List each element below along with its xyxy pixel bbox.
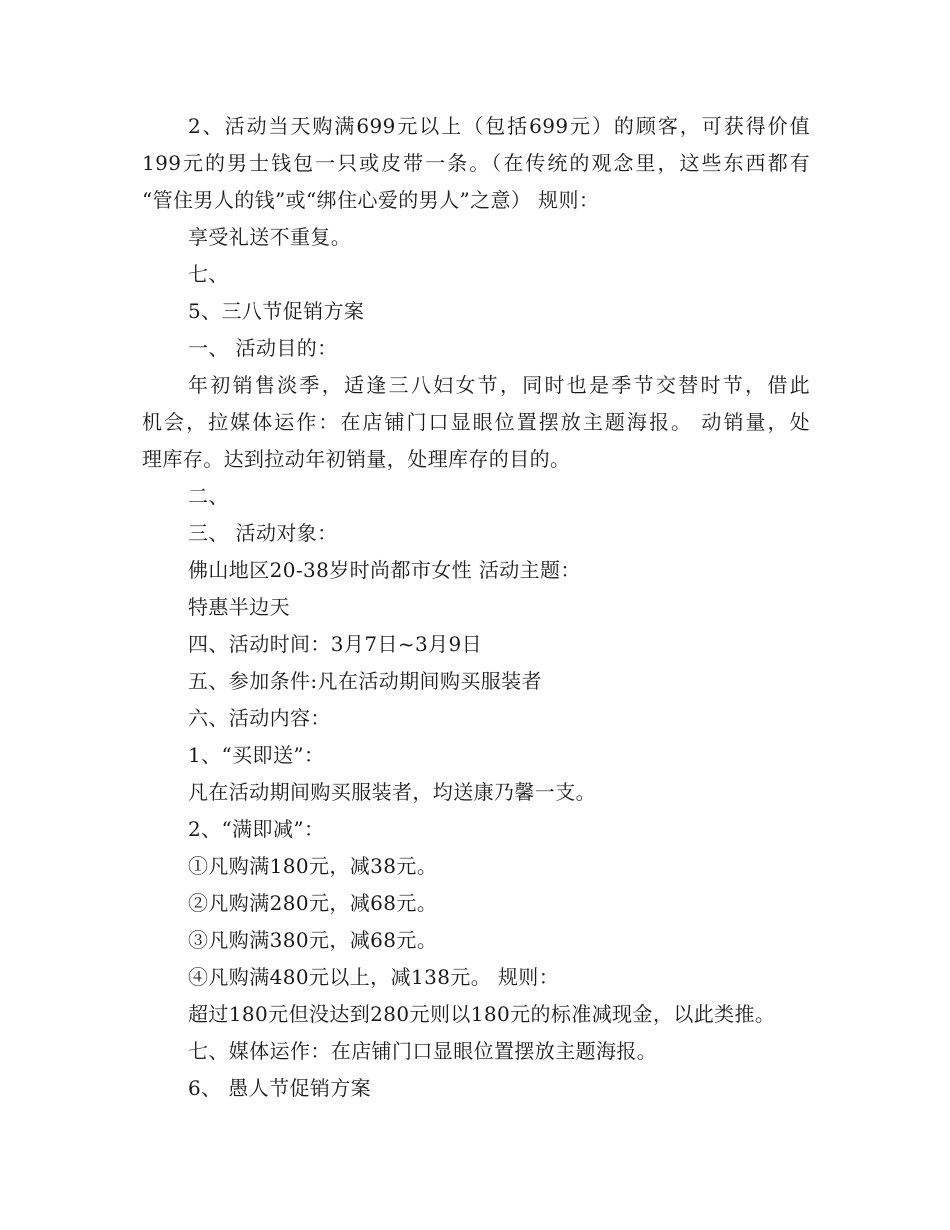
- section-heading: 五、参加条件:凡在活动期间购买服装者: [188, 669, 542, 693]
- section-heading: 三、 活动对象：: [188, 521, 338, 545]
- paragraph-line: 2、活动当天购满699元以上（包括699元）的顾客，可获得价值: [188, 114, 810, 138]
- paragraph-line: 特惠半边天: [188, 595, 290, 619]
- paragraph-line: 机会，拉媒体运作：在店铺门口显眼位置摆放主题海报。 动销量，处: [142, 410, 810, 434]
- section-heading: 七、: [188, 262, 229, 286]
- paragraph-line: 享受礼送不重复。: [188, 225, 352, 249]
- paragraph-line: 超过180元但没达到280元则以180元的标准减现金，以此类推。: [188, 1002, 776, 1026]
- document-body: [142, 108, 810, 1107]
- section-heading: 一、 活动目的：: [188, 336, 338, 360]
- list-item: ③凡购满380元，减68元。: [188, 928, 438, 952]
- paragraph-line: 理库存。达到拉动年初销量，处理库存的目的。: [142, 447, 571, 471]
- list-heading: 2、“满即减”：: [188, 817, 325, 841]
- section-heading: 5、三八节促销方案: [188, 299, 365, 323]
- paragraph-line: 199元的男士钱包一只或皮带一条。（在传统的观念里，这些东西都有: [142, 151, 810, 175]
- section-heading: 四、活动时间：3月7日~3月9日: [188, 632, 483, 656]
- paragraph-line: 佛山地区20-38岁时尚都市女性 活动主题：: [188, 558, 581, 582]
- list-item: ②凡购满280元，减68元。: [188, 891, 438, 915]
- paragraph-line: 年初销售淡季，适逢三八妇女节，同时也是季节交替时节，借此: [188, 373, 810, 397]
- list-item: ①凡购满180元，减38元。: [188, 854, 438, 878]
- section-heading: 6、 愚人节促销方案: [188, 1076, 372, 1100]
- paragraph-line: “管住男人的钱”或“绑住心爱的男人”之意） 规则：: [142, 188, 600, 212]
- section-heading: 六、活动内容：: [188, 706, 331, 730]
- list-item: ④凡购满480元以上，减138元。 规则：: [188, 965, 560, 989]
- paragraph-line: 凡在活动期间购买服装者，均送康乃馨一支。: [188, 780, 596, 804]
- section-heading: 二、: [188, 484, 229, 508]
- list-heading: 1、“买即送”：: [188, 743, 325, 767]
- section-heading: 七、媒体运作：在店铺门口显眼位置摆放主题海报。: [188, 1039, 658, 1063]
